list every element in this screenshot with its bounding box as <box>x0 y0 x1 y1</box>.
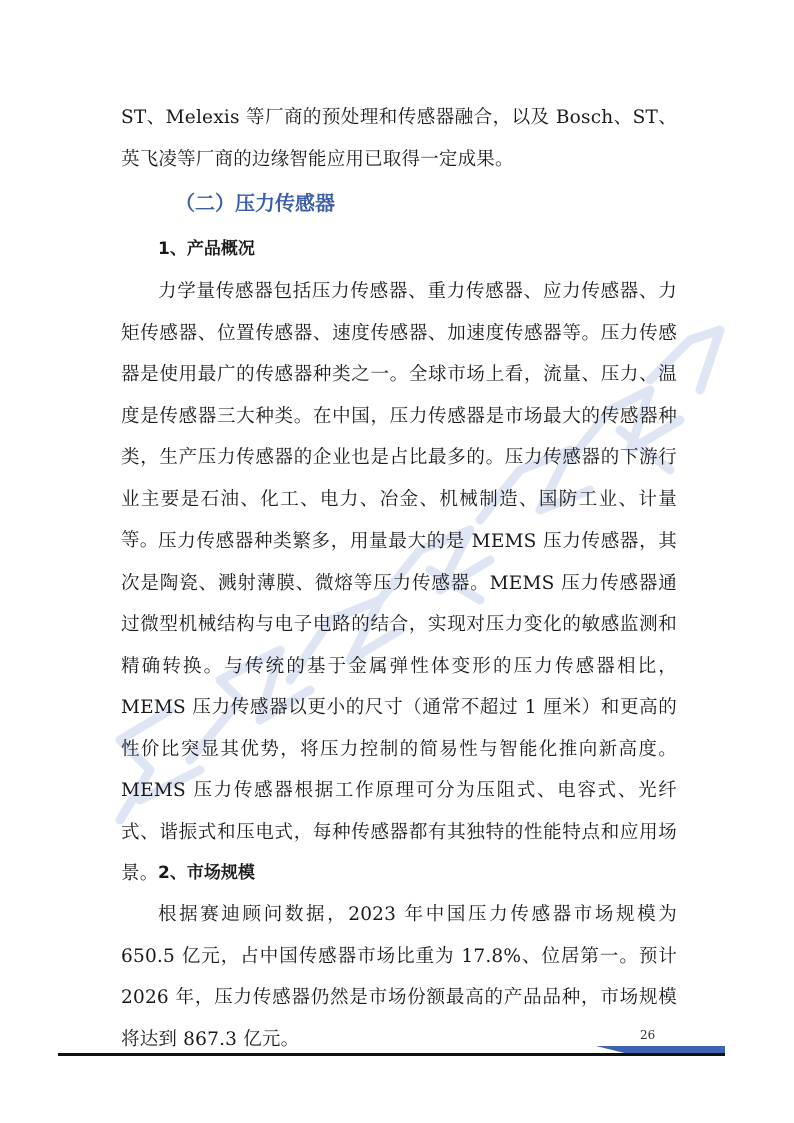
subheading-product-overview: 1、产品概况 <box>158 239 255 259</box>
page-number: 26 <box>640 1028 656 1042</box>
paragraph-intro: ST、Melexis 等厂商的预处理和传感器融合，以及 Bosch、ST、英飞凌等厂商的边缘智能应用已取得一定成果。 <box>121 107 677 170</box>
subheading-market-size: 2、市场规模 <box>158 863 255 883</box>
section-heading: （二）压力传感器 <box>175 191 335 215</box>
paragraph-market: 根据赛迪顾问数据，2023 年中国压力传感器市场规模为 650.5 亿元，占中国传感器市场比重为 17.8%、位居第一。预计 2026 年，压力传感器仍然是市场份额最高的产品品种，市场规模将达到 867.3 亿元。 <box>121 904 677 1050</box>
paragraph-overview: 力学量传感器包括压力传感器、重力传感器、应力传感器、力矩传感器、位置传感器、速度传感器、加速度传感器等。压力传感器是使用最广的传感器种类之一。全球市场上看，流量、压力、温度是传感器三大种类。在中国，压力传感器是市场最大的传感器种类，生产压力传感器的企业也是占比最多的。压力传感器的下游行业主要是石油、化工、电力、冶金、机械制造、国防工业、计量等。 <box>121 281 677 551</box>
footer-rule <box>58 1053 725 1056</box>
paragraph-mems: 压力传感器种类繁多，用量最大的是 MEMS 压力传感器，其次是陶瓷、溅射薄膜、微熔等压力传感器。MEMS 压力传感器通过微型机械结构与电子电路的结合，实现对压力变化的敏感监测和精确转换。与传统的基于金属弹性体变形的压力传感器相比，MEMS 压力传感器以更小的尺寸（通常不超过 1 厘米）和更高的性价比突显其优势，将压力控制的简易性与智能化推向新高度。MEMS 压力传感器根据工作原理可分为压阻式、电容式、光纤式、谐振式和压电式，每种传感器都有其独特的性能特点和应用场景。 <box>121 531 677 884</box>
